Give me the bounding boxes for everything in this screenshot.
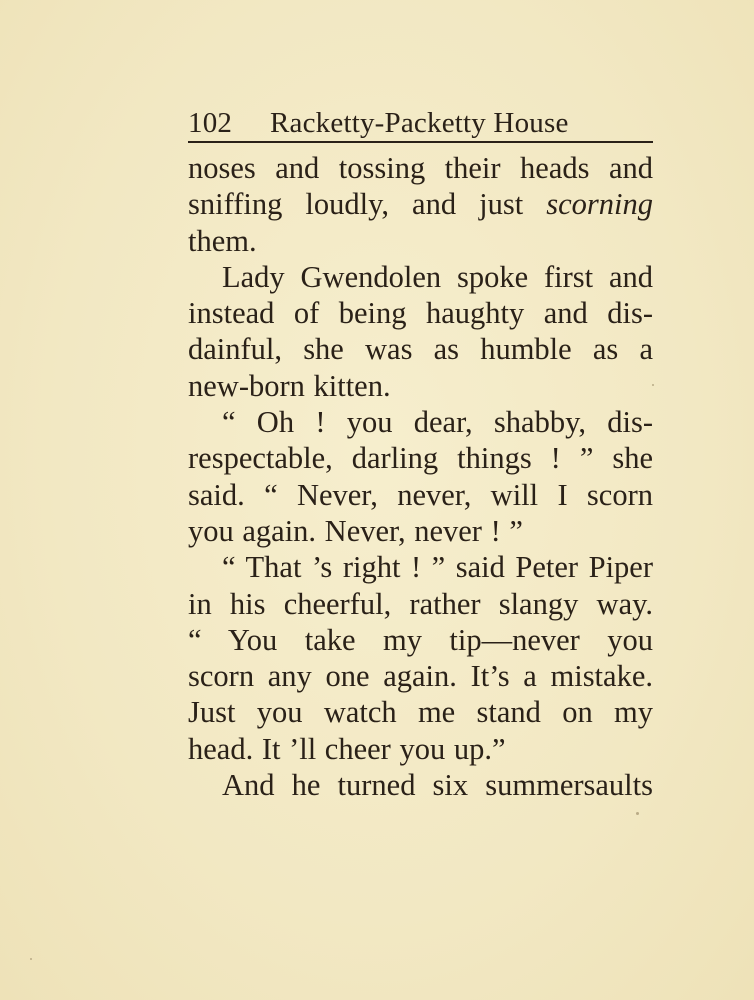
text-line: respectable, darling things ! ” she	[188, 441, 653, 476]
text-line: said. “ Never, never, will I scorn	[188, 477, 653, 512]
text-line	[188, 186, 653, 222]
text-line: in his cheerful, rather slangy way.	[188, 586, 653, 621]
text-line: “ That ’s right ! ” said Peter Piper	[222, 550, 653, 585]
text-line-italic: scorning	[546, 187, 653, 222]
text-line: “ You take my tip—never you	[188, 622, 653, 657]
text-line: dainful, she was as humble as a	[188, 332, 653, 367]
text-line: And he turned six summersaults	[222, 768, 653, 803]
paper-speck	[652, 384, 654, 386]
page-number: 102	[188, 107, 233, 139]
running-title: Racketty-Packetty House	[270, 107, 569, 139]
text-line: new-born kitten.	[188, 368, 391, 403]
text-line: scorn any one again. It’s a mistake.	[188, 659, 653, 694]
text-line: noses and tossing their heads and	[188, 151, 653, 185]
page-header	[188, 104, 653, 142]
paper-speck	[30, 958, 32, 960]
body-text	[188, 150, 653, 803]
text-line: Lady Gwendolen spoke first and	[222, 259, 653, 294]
header-rule	[188, 141, 653, 143]
text-line: you again. Never, never ! ”	[188, 513, 523, 548]
text-line: Just you watch me stand on my	[188, 695, 653, 730]
paper-speck	[636, 812, 639, 815]
text-line-roman: sniffing loudly, and just	[188, 187, 547, 222]
text-line: instead of being haughty and dis-	[188, 296, 653, 331]
text-line: “ Oh ! you dear, shabby, dis-	[222, 405, 653, 440]
text-line: head. It ’ll cheer you up.”	[188, 731, 506, 766]
text-line: them.	[188, 223, 257, 258]
